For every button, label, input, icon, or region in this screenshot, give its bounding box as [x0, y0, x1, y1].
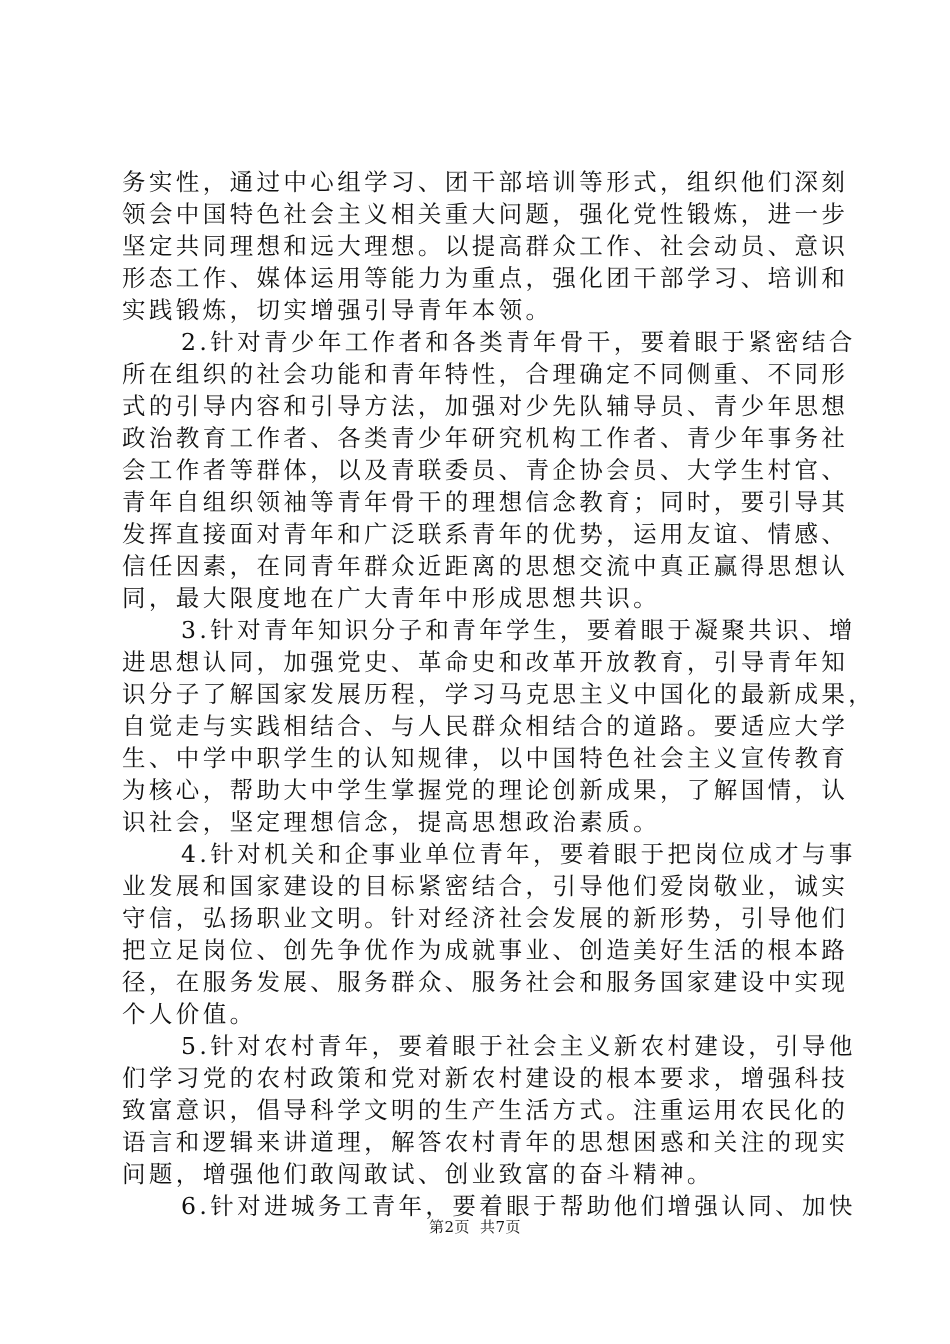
text-line: 把立足岗位、创先争优作为成就事业、创造美好生活的根本路 — [122, 936, 849, 964]
text-line: 生、中学中职学生的认知规律，以中国特色社会主义宣传教育 — [122, 744, 849, 772]
document-body — [122, 166, 876, 1222]
text-line: 坚定共同理想和远大理想。以提高群众工作、社会动员、意识 — [122, 232, 849, 260]
text-line: 语言和逻辑来讲道理，解答农村青年的思想困惑和关注的现实 — [122, 1128, 849, 1156]
text-line: 所在组织的社会功能和青年特性，合理确定不同侧重、不同形 — [122, 360, 849, 388]
paragraph-start-line: 6.针对进城务工青年，要着眼于帮助他们增强认同、加快 — [181, 1192, 856, 1220]
text-line: 径，在服务发展、服务群众、服务社会和服务国家建设中实现 — [122, 968, 849, 996]
text-line: 式的引导内容和引导方法，加强对少先队辅导员、青少年思想 — [122, 392, 849, 420]
paragraph-start-line: 2.针对青少年工作者和各类青年骨干，要着眼于紧密结合 — [181, 328, 856, 356]
paragraph-start-line: 3.针对青年知识分子和青年学生，要着眼于凝聚共识、增 — [181, 616, 856, 644]
paragraph-start-line: 5.针对农村青年，要着眼于社会主义新农村建设，引导他 — [181, 1032, 856, 1060]
paragraph-start-line: 4.针对机关和企事业单位青年，要着眼于把岗位成才与事 — [181, 840, 856, 868]
page-number: 第2页 — [428, 1218, 470, 1236]
text-line: 青年自组织领袖等青年骨干的理想信念教育；同时，要引导其 — [122, 488, 849, 516]
text-line: 业发展和国家建设的目标紧密结合，引导他们爱岗敬业，诚实 — [122, 872, 849, 900]
text-line: 实践锻炼，切实增强引导青年本领。 — [122, 296, 553, 324]
page-total: 共7页 — [480, 1218, 522, 1236]
text-line: 同，最大限度地在广大青年中形成思想共识。 — [122, 584, 660, 612]
text-line: 致富意识，倡导科学文明的生产生活方式。注重运用农民化的 — [122, 1096, 849, 1124]
text-line: 信任因素，在同青年群众近距离的思想交流中真正赢得思想认 — [122, 552, 849, 580]
text-line: 务实性，通过中心组学习、团干部培训等形式，组织他们深刻 — [122, 168, 849, 196]
text-line: 们学习党的农村政策和党对新农村建设的根本要求，增强科技 — [122, 1064, 849, 1092]
text-line: 为核心，帮助大中学生掌握党的理论创新成果，了解国情，认 — [122, 776, 849, 804]
text-line: 领会中国特色社会主义相关重大问题，强化党性锻炼，进一步 — [122, 200, 849, 228]
text-line: 发挥直接面对青年和广泛联系青年的优势，运用友谊、情感、 — [122, 520, 849, 548]
text-line: 识社会，坚定理想信念，提高思想政治素质。 — [122, 808, 660, 836]
text-line: 自觉走与实践相结合、与人民群众相结合的道路。要适应大学 — [122, 712, 849, 740]
text-line: 政治教育工作者、各类青少年研究机构工作者、青少年事务社 — [122, 424, 849, 452]
text-line: 会工作者等群体，以及青联委员、青企协会员、大学生村官、 — [122, 456, 849, 484]
text-line: 形态工作、媒体运用等能力为重点，强化团干部学习、培训和 — [122, 264, 849, 292]
text-line: 个人价值。 — [122, 1000, 257, 1028]
text-line: 守信，弘扬职业文明。针对经济社会发展的新形势，引导他们 — [122, 904, 849, 932]
text-line: 识分子了解国家发展历程，学习马克思主义中国化的最新成果， — [122, 680, 876, 708]
text-line: 问题，增强他们敢闯敢试、创业致富的奋斗精神。 — [122, 1160, 714, 1188]
page-footer — [0, 1217, 950, 1237]
text-line: 进思想认同，加强党史、革命史和改革开放教育，引导青年知 — [122, 648, 849, 676]
